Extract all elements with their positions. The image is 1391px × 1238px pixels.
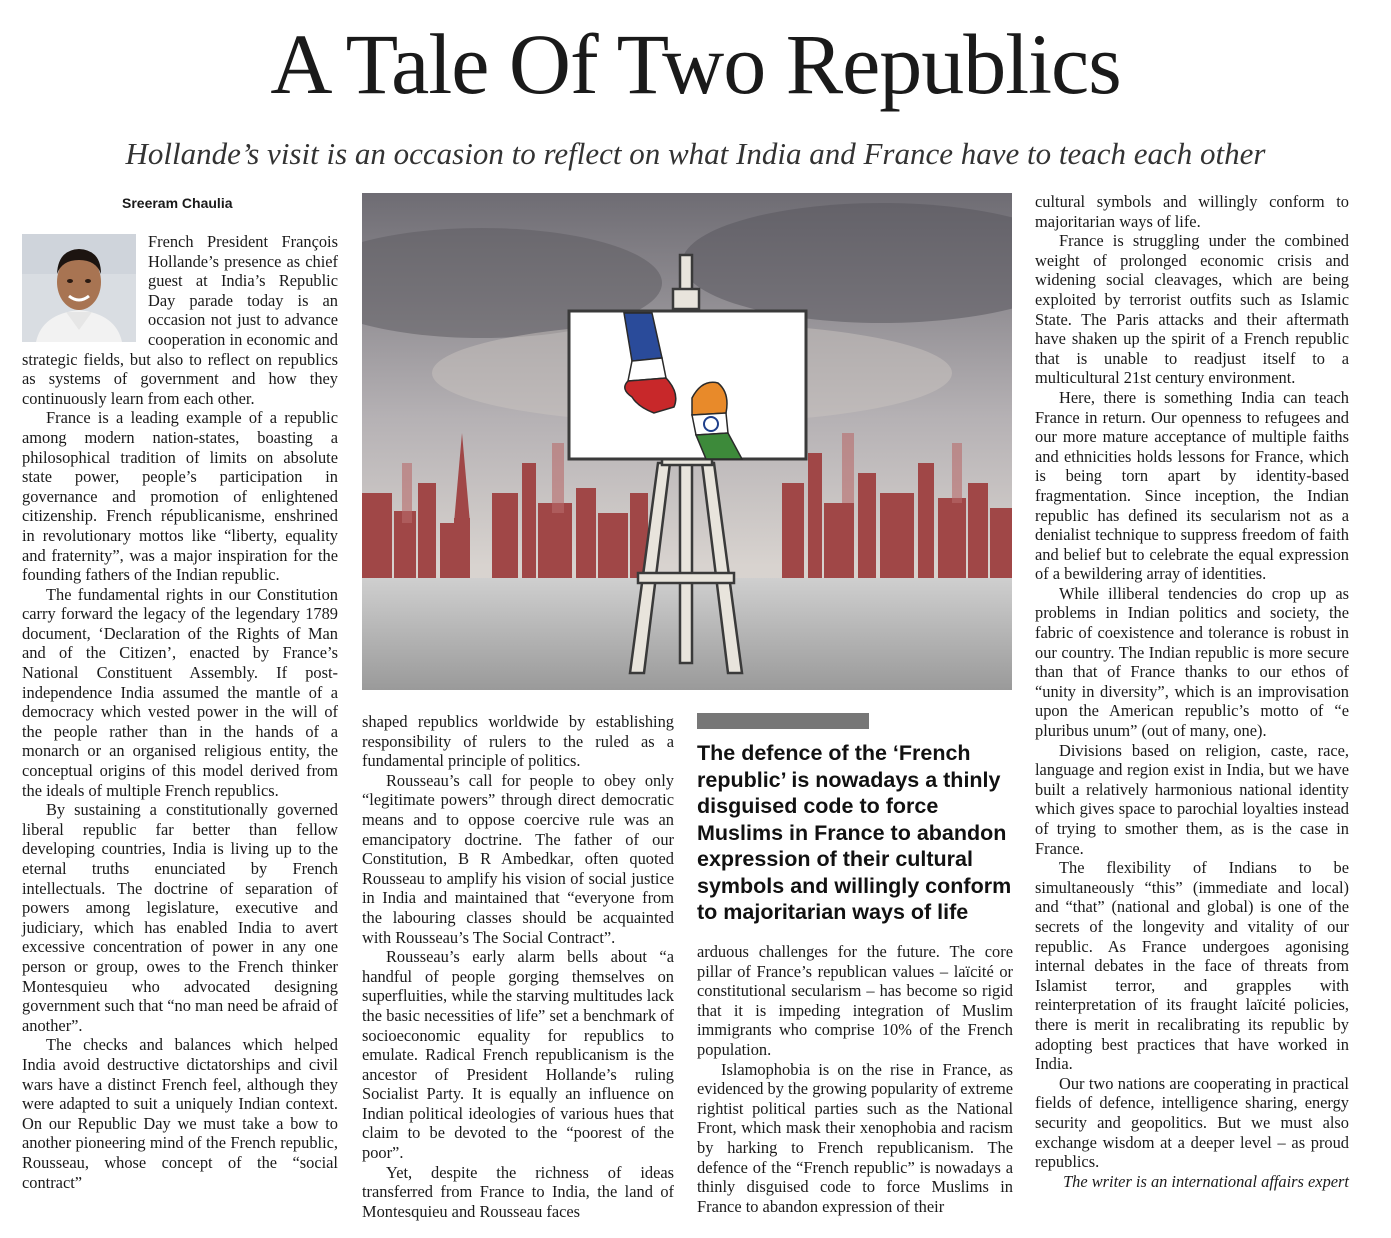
author-portrait <box>22 234 136 342</box>
paragraph: France is a leading example of a republic among modern nation-states, boasting a philosophical tradition of limits on absolute state power, people’s participation in governance and promotion of enlightened citizenship. French républicanisme, enshrined in revolutionary mottos like “liberty, equality and fraternity”, was a major inspiration for the founding fathers of the Indian republic. <box>22 408 338 585</box>
headline: A Tale Of Two Republics <box>270 16 1121 112</box>
deck: Hollande’s visit is an occasion to reflect on what India and France have to teach each other <box>125 136 1266 171</box>
paragraph: Islamophobia is on the rise in France, as evidenced by the growing popularity of extreme rightist political parties such as the National Front, which mask their xenophobia and racism by harking to French republicanism. The defence of the “French republic” is nowadays a thinly disguised code to force Muslims in France to abandon expression of their <box>697 1059 1013 1216</box>
column-1 <box>22 232 338 1232</box>
paragraph: shaped republics worldwide by establishing responsibility of rulers to the ruled as a fundamental principle of politics. <box>362 712 674 771</box>
column-4 <box>1035 192 1349 1232</box>
paragraph: Here, there is something India can teach France in return. Our openness to refugees and our more mature acceptance of multiple faiths and ethnicities holds lessons for France, which is being torn apart by identity-based fragmentation. Since inception, the Indian republic has defined its secularism not as a denialist technique to suppress freedom of faith and belief but to celebrate the equal expression of a bewildering array of identities. <box>1035 387 1349 584</box>
paragraph: The checks and balances which helped India avoid destructive dictatorships and civil wars have a distinct French feel, although they were adapted to suit a uniquely Indian context. On our Republic Day we must take a bow to another pioneering mind of the French republic, Rousseau, whose concept of the “social contract” <box>22 1035 338 1192</box>
paragraph: The fundamental rights in our Constitution carry forward the legacy of the legendary 1789 document, ‘Declaration of the Rights of Man and of the Citizen’, enacted by France’s National Constituent Assembly. If post-independence India assumed the mantle of a democracy which vested power in the will of the people rather than in the hands of a monarch or an organised religious entity, the conceptual origins of this model derived from the ideals of multiple French republics. <box>22 584 338 800</box>
paragraph: Our two nations are cooperating in practical fields of defence, intelligence sharing, energy security and geopolitics. But we must also exchange wisdom at a deeper level – as proud republics. <box>1035 1073 1349 1172</box>
paragraph: By sustaining a constitutionally governed liberal republic far better than fellow developing countries, India is living up to the eternal truths enunciated by French intellectuals. The doctrine of separation of powers among legislature, executive and judiciary, which has enabled India to avert excessive concentration of power in any one person or group, owes to the French thinker Montesquieu who advocated designing government such that “no man need be afraid of another”. <box>22 800 338 1035</box>
paragraph: arduous challenges for the future. The core pillar of France’s republican values – laïcité or constitutional secularism – has become so rigid that it is impeding integration of Muslim immigrants who comprise 10% of the French population. <box>697 942 1013 1059</box>
paragraph: Rousseau’s call for people to obey only “legitimate powers” through direct democratic means and to oppose coercive rule was an emancipatory doctrine. The father of our Constitution, B R Ambedkar, often quoted Rousseau to amplify his vision of social justice in India and maintained that “everyone from the labouring classes should be acquainted with Rousseau’s The Social Contract”. <box>362 770 674 947</box>
easel-illustration <box>362 193 1012 690</box>
paragraph: French President François Hollande’s presence as chief guest at India’s Republic Day parade today is an occasion not just to advance cooperation in economic and strategic fields, but also to reflect on republics as systems of government and how they continuously learn from each other. <box>22 232 338 408</box>
paragraph: The flexibility of Indians to be simultaneously “this” (immediate and local) and “that” (national and global) is one of the secrets of the longevity and vitality of our republic. As France undergoes agonising internal debates in the face of threats from Islamist terror, and grapples with reinterpretation of its fraught laïcité policies, there is merit in recalibrating its republic by adopting best practices that have worked in India. <box>1035 858 1349 1074</box>
column-3 <box>697 942 1013 1234</box>
paragraph: Yet, despite the richness of ideas transferred from France to India, the land of Montesquieu and Rousseau faces <box>362 1162 674 1221</box>
byline: Sreeram Chaulia <box>122 195 233 211</box>
pull-quote-bar <box>697 713 869 729</box>
paragraph: France is struggling under the combined weight of prolonged economic crisis and widening social cleavages, which are being exploited by terrorist outfits such as Islamic State. The Paris attacks and their aftermath have shaken up the spirit of a French republic that is unable to readjust itself to a multicultural 21st century environment. <box>1035 231 1349 388</box>
author-credit: The writer is an international affairs expert <box>1063 1171 1349 1191</box>
paragraph: Rousseau’s early alarm bells about “a handful of people gorging themselves on superfluities, while the starving multitudes lack the basic necessities of life” set a benchmark of socioeconomic equality for republics to emulate. Radical French republicanism is the ancestor of President Hollande’s ruling Socialist Party. It is equally an influence on Indian political ideologies of various hues that claim to be devoted to the “poorest of the poor”. <box>362 947 674 1163</box>
paragraph: Divisions based on religion, caste, race, language and region exist in India, but we have built a relatively harmonious national identity which gives space to parochial loyalties instead of trying to smother them, as is the case in France. <box>1035 740 1349 858</box>
pull-quote: The defence of the ‘French republic’ is nowadays a thinly disguised code to force Muslims in France to abandon expression of their cultural symbols and willingly conform to majoritarian ways of life <box>697 741 1012 924</box>
paragraph: cultural symbols and willingly conform to majoritarian ways of life. <box>1035 192 1349 231</box>
paragraph: While illiberal tendencies do crop up as problems in Indian politics and society, the fabric of coexistence and tolerance is robust in our country. The Indian republic is more secure than that of France thanks to our ethos of “unity in diversity”, which is an improvisation upon the American republic’s motto of “e pluribus unum” (out of many, one). <box>1035 583 1349 741</box>
column-2 <box>362 712 674 1232</box>
